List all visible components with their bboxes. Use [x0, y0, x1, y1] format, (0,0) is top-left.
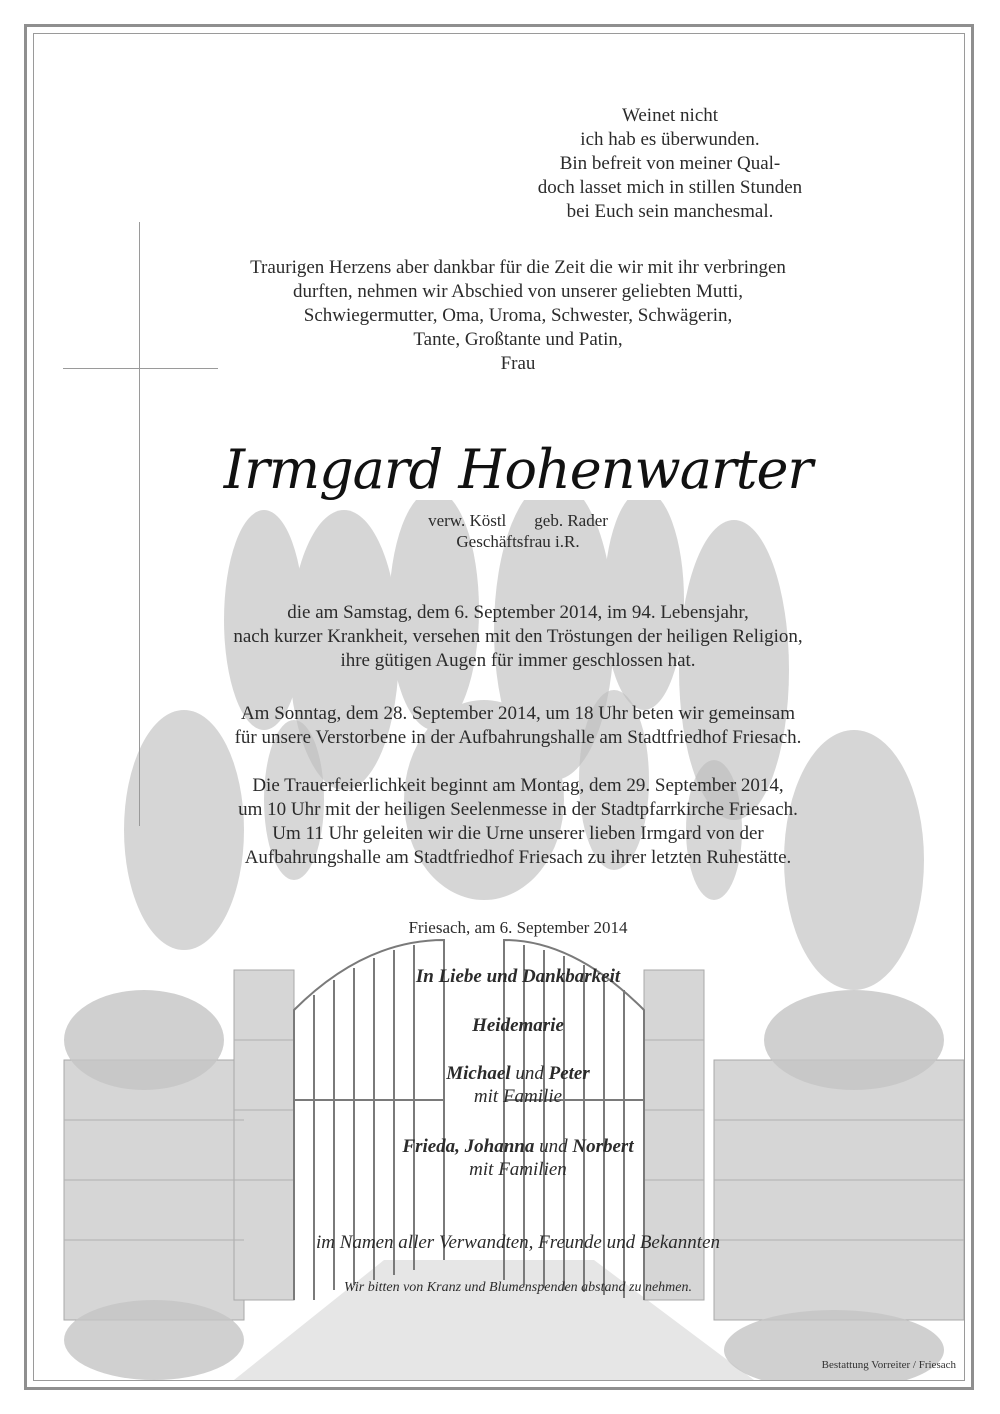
group-1-suffix: mit Familie [473, 1086, 563, 1107]
death-notice-line: die am Samstag, dem 6. September 2014, im 94. Lebensjahr, [287, 602, 749, 623]
flowers-note: Wir bitten von Kranz und Blumenspenden abstand zu nehmen. [343, 1280, 693, 1295]
funeral-notice-line: um 10 Uhr mit der heiligen Seelenmesse in der Stadtpfarrkirche Friesach. [238, 799, 798, 820]
deceased-details [100, 510, 936, 552]
mourners-heading-text: In Liebe und Dankbarkeit [415, 966, 621, 987]
mourner-name: Peter [548, 1063, 590, 1084]
mourner-name: Norbert [572, 1136, 634, 1157]
intro-line: Schwiegermutter, Oma, Uroma, Schwester, Schwägerin, [303, 305, 733, 326]
intro-line: Tante, Großtante und Patin, [413, 329, 623, 350]
poem [470, 104, 870, 224]
mourner-group-1 [100, 1062, 936, 1108]
funeral-home-credit: Bestattung Vorreiter / Friesach [821, 1359, 956, 1371]
group-1-names [100, 1062, 936, 1085]
place-date: Friesach, am 6. September 2014 [408, 918, 628, 937]
death-notice-line: nach kurzer Krankheit, versehen mit den Tröstungen der heiligen Religion, [233, 626, 803, 647]
funeral-notice-line: Die Trauerfeierlichkeit beginnt am Montag, dem 29. September 2014, [252, 775, 784, 796]
intro-line: Traurigen Herzens aber dankbar für die Zeit die wir mit ihr verbringen [250, 257, 786, 278]
poem-line: Bin befreit von meiner Qual- [559, 153, 781, 174]
prayer-notice [100, 702, 936, 750]
intro-paragraph [100, 256, 936, 376]
intro-line: durften, nehmen wir Abschied von unserer geliebten Mutti, [292, 281, 744, 302]
mourners-heading [100, 965, 936, 988]
mourner-daughter [100, 1014, 936, 1037]
occupation: Geschäftsfrau i.R. [456, 532, 580, 551]
conjunction: und [515, 1063, 544, 1084]
poem-line: Weinet nicht [621, 105, 719, 126]
married-name: verw. Köstl [428, 511, 507, 530]
intro-line: Frau [500, 353, 536, 374]
birth-name: geb. Rader [534, 511, 608, 530]
names-line [100, 510, 936, 531]
funeral-notice [100, 774, 936, 870]
group-2-names [100, 1135, 936, 1158]
funeral-notice-line: Um 11 Uhr geleiten wir die Urne unserer lieben Irmgard von der [272, 823, 764, 844]
deceased-name: Irmgard Hohenwarter [223, 438, 813, 501]
mourner-group-2 [100, 1135, 936, 1181]
daughter-name: Heidemarie [472, 1015, 564, 1036]
mourner-name: Frieda, Johanna [402, 1136, 535, 1157]
poem-line: ich hab es überwunden. [580, 129, 760, 150]
death-notice-line: ihre gütigen Augen für immer geschlossen hat. [340, 650, 696, 671]
prayer-notice-line: für unsere Verstorbene in der Aufbahrungshalle am Stadtfriedhof Friesach. [234, 727, 802, 748]
poem-line: bei Euch sein manchesmal. [566, 201, 774, 222]
mourner-name: Michael [446, 1063, 511, 1084]
group-2-suffix: mit Familien [469, 1159, 567, 1180]
death-notice [100, 601, 936, 673]
funeral-notice-line: Aufbahrungshalle am Stadtfriedhof Friesach zu ihrer letzten Ruhestätte. [244, 847, 792, 868]
prayer-notice-line: Am Sonntag, dem 28. September 2014, um 18 Uhr beten wir gemeinsam [240, 703, 796, 724]
poem-line: doch lasset mich in stillen Stunden [537, 177, 803, 198]
closing-line: im Namen aller Verwandten, Freunde und Bekannten [315, 1232, 721, 1253]
conjunction: und [539, 1136, 568, 1157]
